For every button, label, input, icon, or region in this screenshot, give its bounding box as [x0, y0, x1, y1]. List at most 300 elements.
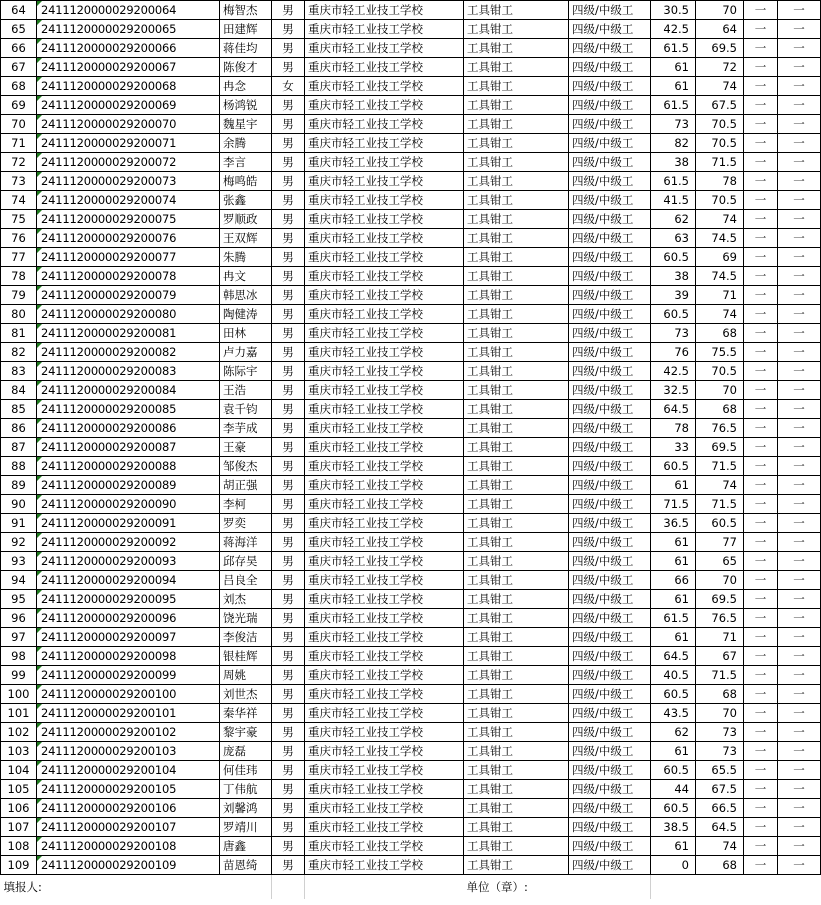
skill-level-cell: 四级/中级工	[569, 210, 651, 229]
skill-level-cell: 四级/中级工	[569, 191, 651, 210]
school-name-cell: 重庆市轻工业技工学校	[305, 324, 464, 343]
candidate-name-cell: 田建辉	[220, 20, 272, 39]
candidate-id-cell: 2411120000029200098	[37, 647, 220, 666]
practical-score-cell: 70	[696, 1, 744, 20]
practical-score-cell: 71.5	[696, 666, 744, 685]
gender-cell: 男	[272, 438, 305, 457]
skill-level-cell: 四级/中级工	[569, 685, 651, 704]
theory-score-cell: 60.5	[651, 248, 696, 267]
candidate-id-cell: 2411120000029200075	[37, 210, 220, 229]
candidate-id-cell: 2411120000029200070	[37, 115, 220, 134]
theory-score-cell: 41.5	[651, 191, 696, 210]
candidate-name-cell: 刘杰	[220, 590, 272, 609]
row-number-cell: 67	[1, 58, 37, 77]
job-title-cell: 工具钳工	[464, 647, 569, 666]
job-title-cell: 工具钳工	[464, 514, 569, 533]
school-name-cell: 重庆市轻工业技工学校	[305, 58, 464, 77]
row-number-cell: 98	[1, 647, 37, 666]
school-name-cell: 重庆市轻工业技工学校	[305, 514, 464, 533]
job-title-cell: 工具钳工	[464, 58, 569, 77]
job-title-cell: 工具钳工	[464, 609, 569, 628]
school-name-cell: 重庆市轻工业技工学校	[305, 761, 464, 780]
candidate-id-cell: 2411120000029200106	[37, 799, 220, 818]
theory-score-cell: 62	[651, 210, 696, 229]
candidate-name-cell: 王浩	[220, 381, 272, 400]
result-mark-cell: 一	[744, 419, 778, 438]
theory-score-cell: 42.5	[651, 362, 696, 381]
row-number-cell: 107	[1, 818, 37, 837]
candidate-name-cell: 余腾	[220, 134, 272, 153]
result-mark-cell: 一	[778, 761, 821, 780]
result-mark-cell: 一	[778, 134, 821, 153]
job-title-cell: 工具钳工	[464, 1, 569, 20]
gender-cell: 男	[272, 210, 305, 229]
candidate-id-cell: 2411120000029200105	[37, 780, 220, 799]
theory-score-cell: 38	[651, 267, 696, 286]
job-title-cell: 工具钳工	[464, 685, 569, 704]
skill-level-cell: 四级/中级工	[569, 381, 651, 400]
skill-level-cell: 四级/中级工	[569, 286, 651, 305]
row-number-cell: 80	[1, 305, 37, 324]
result-mark-cell: 一	[744, 210, 778, 229]
table-row	[1, 552, 821, 571]
practical-score-cell: 70.5	[696, 115, 744, 134]
gender-cell: 男	[272, 628, 305, 647]
gender-cell: 男	[272, 761, 305, 780]
result-mark-cell: 一	[778, 210, 821, 229]
result-mark-cell: 一	[778, 495, 821, 514]
theory-score-cell: 38.5	[651, 818, 696, 837]
theory-score-cell: 43.5	[651, 704, 696, 723]
result-mark-cell: 一	[778, 514, 821, 533]
filler-label: 填报人:	[1, 875, 272, 900]
theory-score-cell: 78	[651, 419, 696, 438]
candidate-name-cell: 李言	[220, 153, 272, 172]
theory-score-cell: 38	[651, 153, 696, 172]
table-row	[1, 571, 821, 590]
result-mark-cell: 一	[744, 666, 778, 685]
candidate-id-cell: 2411120000029200068	[37, 77, 220, 96]
candidate-name-cell: 刘世杰	[220, 685, 272, 704]
table-row	[1, 799, 821, 818]
job-title-cell: 工具钳工	[464, 533, 569, 552]
job-title-cell: 工具钳工	[464, 419, 569, 438]
job-title-cell: 工具钳工	[464, 77, 569, 96]
table-row	[1, 305, 821, 324]
result-mark-cell: 一	[744, 476, 778, 495]
practical-score-cell: 71.5	[696, 495, 744, 514]
skill-level-cell: 四级/中级工	[569, 153, 651, 172]
school-name-cell: 重庆市轻工业技工学校	[305, 571, 464, 590]
school-name-cell: 重庆市轻工业技工学校	[305, 20, 464, 39]
row-number-cell: 101	[1, 704, 37, 723]
skill-level-cell: 四级/中级工	[569, 742, 651, 761]
gender-cell: 男	[272, 191, 305, 210]
practical-score-cell: 70.5	[696, 134, 744, 153]
gender-cell: 男	[272, 248, 305, 267]
skill-level-cell: 四级/中级工	[569, 799, 651, 818]
result-mark-cell: 一	[778, 1, 821, 20]
skill-level-cell: 四级/中级工	[569, 666, 651, 685]
job-title-cell: 工具钳工	[464, 153, 569, 172]
table-row	[1, 837, 821, 856]
candidate-id-cell: 2411120000029200107	[37, 818, 220, 837]
result-mark-cell: 一	[744, 457, 778, 476]
candidate-name-cell: 秦华祥	[220, 704, 272, 723]
candidate-id-cell: 2411120000029200087	[37, 438, 220, 457]
table-row	[1, 856, 821, 875]
theory-score-cell: 64.5	[651, 647, 696, 666]
gender-cell: 男	[272, 818, 305, 837]
skill-level-cell: 四级/中级工	[569, 571, 651, 590]
candidate-id-cell: 2411120000029200095	[37, 590, 220, 609]
gender-cell: 男	[272, 343, 305, 362]
skill-level-cell: 四级/中级工	[569, 343, 651, 362]
skill-level-cell: 四级/中级工	[569, 324, 651, 343]
result-mark-cell: 一	[778, 267, 821, 286]
candidate-name-cell: 庞磊	[220, 742, 272, 761]
candidate-name-cell: 邱存昊	[220, 552, 272, 571]
practical-score-cell: 70	[696, 704, 744, 723]
candidate-id-cell: 2411120000029200109	[37, 856, 220, 875]
practical-score-cell: 70	[696, 381, 744, 400]
school-name-cell: 重庆市轻工业技工学校	[305, 191, 464, 210]
theory-score-cell: 0	[651, 856, 696, 875]
skill-level-cell: 四级/中级工	[569, 77, 651, 96]
theory-score-cell: 33	[651, 438, 696, 457]
school-name-cell: 重庆市轻工业技工学校	[305, 305, 464, 324]
candidate-name-cell: 梅智杰	[220, 1, 272, 20]
result-mark-cell: 一	[778, 837, 821, 856]
skill-level-cell: 四级/中级工	[569, 514, 651, 533]
row-number-cell: 100	[1, 685, 37, 704]
gender-cell: 男	[272, 723, 305, 742]
gender-cell: 男	[272, 96, 305, 115]
result-mark-cell: 一	[778, 362, 821, 381]
school-name-cell: 重庆市轻工业技工学校	[305, 419, 464, 438]
result-mark-cell: 一	[778, 799, 821, 818]
result-mark-cell: 一	[744, 191, 778, 210]
result-mark-cell: 一	[778, 457, 821, 476]
school-name-cell: 重庆市轻工业技工学校	[305, 172, 464, 191]
practical-score-cell: 68	[696, 324, 744, 343]
job-title-cell: 工具钳工	[464, 191, 569, 210]
school-name-cell: 重庆市轻工业技工学校	[305, 723, 464, 742]
result-mark-cell: 一	[744, 761, 778, 780]
result-mark-cell: 一	[744, 495, 778, 514]
practical-score-cell: 72	[696, 58, 744, 77]
skill-level-cell: 四级/中级工	[569, 1, 651, 20]
result-mark-cell: 一	[744, 571, 778, 590]
result-mark-cell: 一	[778, 191, 821, 210]
row-number-cell: 91	[1, 514, 37, 533]
candidate-id-cell: 2411120000029200085	[37, 400, 220, 419]
skill-level-cell: 四级/中级工	[569, 115, 651, 134]
practical-score-cell: 74.5	[696, 267, 744, 286]
row-number-cell: 102	[1, 723, 37, 742]
result-mark-cell: 一	[744, 267, 778, 286]
practical-score-cell: 78	[696, 172, 744, 191]
theory-score-cell: 36.5	[651, 514, 696, 533]
result-mark-cell: 一	[778, 742, 821, 761]
row-number-cell: 95	[1, 590, 37, 609]
job-title-cell: 工具钳工	[464, 495, 569, 514]
candidate-name-cell: 银桂辉	[220, 647, 272, 666]
school-name-cell: 重庆市轻工业技工学校	[305, 229, 464, 248]
candidate-id-cell: 2411120000029200092	[37, 533, 220, 552]
footer-row	[1, 875, 821, 900]
row-number-cell: 69	[1, 96, 37, 115]
school-name-cell: 重庆市轻工业技工学校	[305, 400, 464, 419]
job-title-cell: 工具钳工	[464, 818, 569, 837]
row-number-cell: 85	[1, 400, 37, 419]
candidate-id-cell: 2411120000029200081	[37, 324, 220, 343]
candidate-id-cell: 2411120000029200094	[37, 571, 220, 590]
result-mark-cell: 一	[744, 400, 778, 419]
candidate-name-cell: 罗靖川	[220, 818, 272, 837]
skill-level-cell: 四级/中级工	[569, 229, 651, 248]
gender-cell: 男	[272, 780, 305, 799]
candidate-name-cell: 李柯	[220, 495, 272, 514]
practical-score-cell: 65	[696, 552, 744, 571]
candidate-name-cell: 吕良全	[220, 571, 272, 590]
table-row	[1, 229, 821, 248]
candidate-name-cell: 丁伟航	[220, 780, 272, 799]
result-mark-cell: 一	[778, 58, 821, 77]
skill-level-cell: 四级/中级工	[569, 457, 651, 476]
gender-cell: 男	[272, 666, 305, 685]
table-row	[1, 400, 821, 419]
row-number-cell: 76	[1, 229, 37, 248]
job-title-cell: 工具钳工	[464, 476, 569, 495]
gender-cell: 女	[272, 77, 305, 96]
school-name-cell: 重庆市轻工业技工学校	[305, 818, 464, 837]
practical-score-cell: 71.5	[696, 457, 744, 476]
unit-label: 单位（章）:	[464, 875, 651, 900]
result-mark-cell: 一	[744, 20, 778, 39]
candidate-name-cell: 唐鑫	[220, 837, 272, 856]
row-number-cell: 89	[1, 476, 37, 495]
result-mark-cell: 一	[744, 153, 778, 172]
candidate-id-cell: 2411120000029200088	[37, 457, 220, 476]
skill-level-cell: 四级/中级工	[569, 362, 651, 381]
row-number-cell: 109	[1, 856, 37, 875]
school-name-cell: 重庆市轻工业技工学校	[305, 248, 464, 267]
job-title-cell: 工具钳工	[464, 115, 569, 134]
theory-score-cell: 73	[651, 115, 696, 134]
school-name-cell: 重庆市轻工业技工学校	[305, 666, 464, 685]
theory-score-cell: 66	[651, 571, 696, 590]
practical-score-cell: 69.5	[696, 590, 744, 609]
footer-cell	[651, 875, 821, 900]
result-mark-cell: 一	[744, 685, 778, 704]
table-footer	[1, 875, 821, 900]
theory-score-cell: 44	[651, 780, 696, 799]
skill-level-cell: 四级/中级工	[569, 39, 651, 58]
candidate-id-cell: 2411120000029200100	[37, 685, 220, 704]
skill-level-cell: 四级/中级工	[569, 533, 651, 552]
result-mark-cell: 一	[744, 837, 778, 856]
practical-score-cell: 70.5	[696, 362, 744, 381]
result-mark-cell: 一	[778, 381, 821, 400]
skill-level-cell: 四级/中级工	[569, 723, 651, 742]
gender-cell: 男	[272, 153, 305, 172]
table-row	[1, 438, 821, 457]
table-body	[1, 1, 821, 875]
table-row	[1, 495, 821, 514]
candidate-id-cell: 2411120000029200078	[37, 267, 220, 286]
practical-score-cell: 68	[696, 856, 744, 875]
candidate-id-cell: 2411120000029200093	[37, 552, 220, 571]
footer-cell	[272, 875, 305, 900]
candidate-id-cell: 2411120000029200074	[37, 191, 220, 210]
job-title-cell: 工具钳工	[464, 381, 569, 400]
result-mark-cell: 一	[778, 248, 821, 267]
school-name-cell: 重庆市轻工业技工学校	[305, 381, 464, 400]
theory-score-cell: 61	[651, 533, 696, 552]
gender-cell: 男	[272, 229, 305, 248]
theory-score-cell: 61	[651, 476, 696, 495]
school-name-cell: 重庆市轻工业技工学校	[305, 153, 464, 172]
theory-score-cell: 61	[651, 590, 696, 609]
job-title-cell: 工具钳工	[464, 305, 569, 324]
school-name-cell: 重庆市轻工业技工学校	[305, 704, 464, 723]
school-name-cell: 重庆市轻工业技工学校	[305, 134, 464, 153]
gender-cell: 男	[272, 172, 305, 191]
skill-level-cell: 四级/中级工	[569, 400, 651, 419]
gender-cell: 男	[272, 286, 305, 305]
practical-score-cell: 76.5	[696, 609, 744, 628]
candidate-name-cell: 胡正强	[220, 476, 272, 495]
gender-cell: 男	[272, 552, 305, 571]
row-number-cell: 73	[1, 172, 37, 191]
candidate-name-cell: 蒋海洋	[220, 533, 272, 552]
candidate-id-cell: 2411120000029200097	[37, 628, 220, 647]
school-name-cell: 重庆市轻工业技工学校	[305, 552, 464, 571]
result-mark-cell: 一	[778, 609, 821, 628]
gender-cell: 男	[272, 704, 305, 723]
candidate-name-cell: 苗恩绮	[220, 856, 272, 875]
table-row	[1, 628, 821, 647]
candidate-id-cell: 2411120000029200096	[37, 609, 220, 628]
skill-level-cell: 四级/中级工	[569, 704, 651, 723]
row-number-cell: 64	[1, 1, 37, 20]
practical-score-cell: 60.5	[696, 514, 744, 533]
gender-cell: 男	[272, 134, 305, 153]
table-row	[1, 457, 821, 476]
row-number-cell: 106	[1, 799, 37, 818]
result-mark-cell: 一	[744, 514, 778, 533]
result-mark-cell: 一	[744, 286, 778, 305]
result-mark-cell: 一	[744, 134, 778, 153]
practical-score-cell: 73	[696, 723, 744, 742]
candidate-id-cell: 2411120000029200102	[37, 723, 220, 742]
skill-level-cell: 四级/中级工	[569, 20, 651, 39]
practical-score-cell: 74	[696, 77, 744, 96]
row-number-cell: 78	[1, 267, 37, 286]
skill-level-cell: 四级/中级工	[569, 476, 651, 495]
result-mark-cell: 一	[744, 628, 778, 647]
gender-cell: 男	[272, 495, 305, 514]
candidate-name-cell: 朱腾	[220, 248, 272, 267]
result-mark-cell: 一	[744, 39, 778, 58]
practical-score-cell: 68	[696, 685, 744, 704]
result-mark-cell: 一	[744, 229, 778, 248]
result-mark-cell: 一	[778, 571, 821, 590]
table-row	[1, 666, 821, 685]
practical-score-cell: 69	[696, 248, 744, 267]
theory-score-cell: 61	[651, 837, 696, 856]
candidate-name-cell: 罗奕	[220, 514, 272, 533]
gender-cell: 男	[272, 1, 305, 20]
candidate-id-cell: 2411120000029200099	[37, 666, 220, 685]
result-mark-cell: 一	[778, 115, 821, 134]
theory-score-cell: 61.5	[651, 172, 696, 191]
skill-level-cell: 四级/中级工	[569, 267, 651, 286]
job-title-cell: 工具钳工	[464, 780, 569, 799]
result-mark-cell: 一	[778, 590, 821, 609]
gender-cell: 男	[272, 590, 305, 609]
school-name-cell: 重庆市轻工业技工学校	[305, 533, 464, 552]
practical-score-cell: 76.5	[696, 419, 744, 438]
practical-score-cell: 67.5	[696, 96, 744, 115]
row-number-cell: 88	[1, 457, 37, 476]
theory-score-cell: 42.5	[651, 20, 696, 39]
result-mark-cell: 一	[778, 172, 821, 191]
row-number-cell: 96	[1, 609, 37, 628]
result-mark-cell: 一	[778, 20, 821, 39]
school-name-cell: 重庆市轻工业技工学校	[305, 77, 464, 96]
skill-level-cell: 四级/中级工	[569, 134, 651, 153]
skill-level-cell: 四级/中级工	[569, 609, 651, 628]
skill-level-cell: 四级/中级工	[569, 438, 651, 457]
result-mark-cell: 一	[778, 818, 821, 837]
candidate-name-cell: 梅鸣皓	[220, 172, 272, 191]
skill-level-cell: 四级/中级工	[569, 818, 651, 837]
job-title-cell: 工具钳工	[464, 286, 569, 305]
row-number-cell: 77	[1, 248, 37, 267]
gender-cell: 男	[272, 457, 305, 476]
job-title-cell: 工具钳工	[464, 438, 569, 457]
result-mark-cell: 一	[778, 229, 821, 248]
practical-score-cell: 66.5	[696, 799, 744, 818]
practical-score-cell: 70.5	[696, 191, 744, 210]
table-row	[1, 723, 821, 742]
theory-score-cell: 64.5	[651, 400, 696, 419]
candidate-name-cell: 陈俊才	[220, 58, 272, 77]
table-row	[1, 324, 821, 343]
gender-cell: 男	[272, 609, 305, 628]
row-number-cell: 99	[1, 666, 37, 685]
table-row	[1, 20, 821, 39]
theory-score-cell: 61	[651, 552, 696, 571]
table-row	[1, 1, 821, 20]
job-title-cell: 工具钳工	[464, 666, 569, 685]
candidate-id-cell: 2411120000029200072	[37, 153, 220, 172]
theory-score-cell: 61.5	[651, 39, 696, 58]
result-mark-cell: 一	[744, 362, 778, 381]
practical-score-cell: 67	[696, 647, 744, 666]
school-name-cell: 重庆市轻工业技工学校	[305, 286, 464, 305]
result-mark-cell: 一	[778, 400, 821, 419]
row-number-cell: 81	[1, 324, 37, 343]
practical-score-cell: 74	[696, 476, 744, 495]
candidate-id-cell: 2411120000029200079	[37, 286, 220, 305]
job-title-cell: 工具钳工	[464, 400, 569, 419]
result-mark-cell: 一	[778, 685, 821, 704]
row-number-cell: 68	[1, 77, 37, 96]
theory-score-cell: 60.5	[651, 799, 696, 818]
